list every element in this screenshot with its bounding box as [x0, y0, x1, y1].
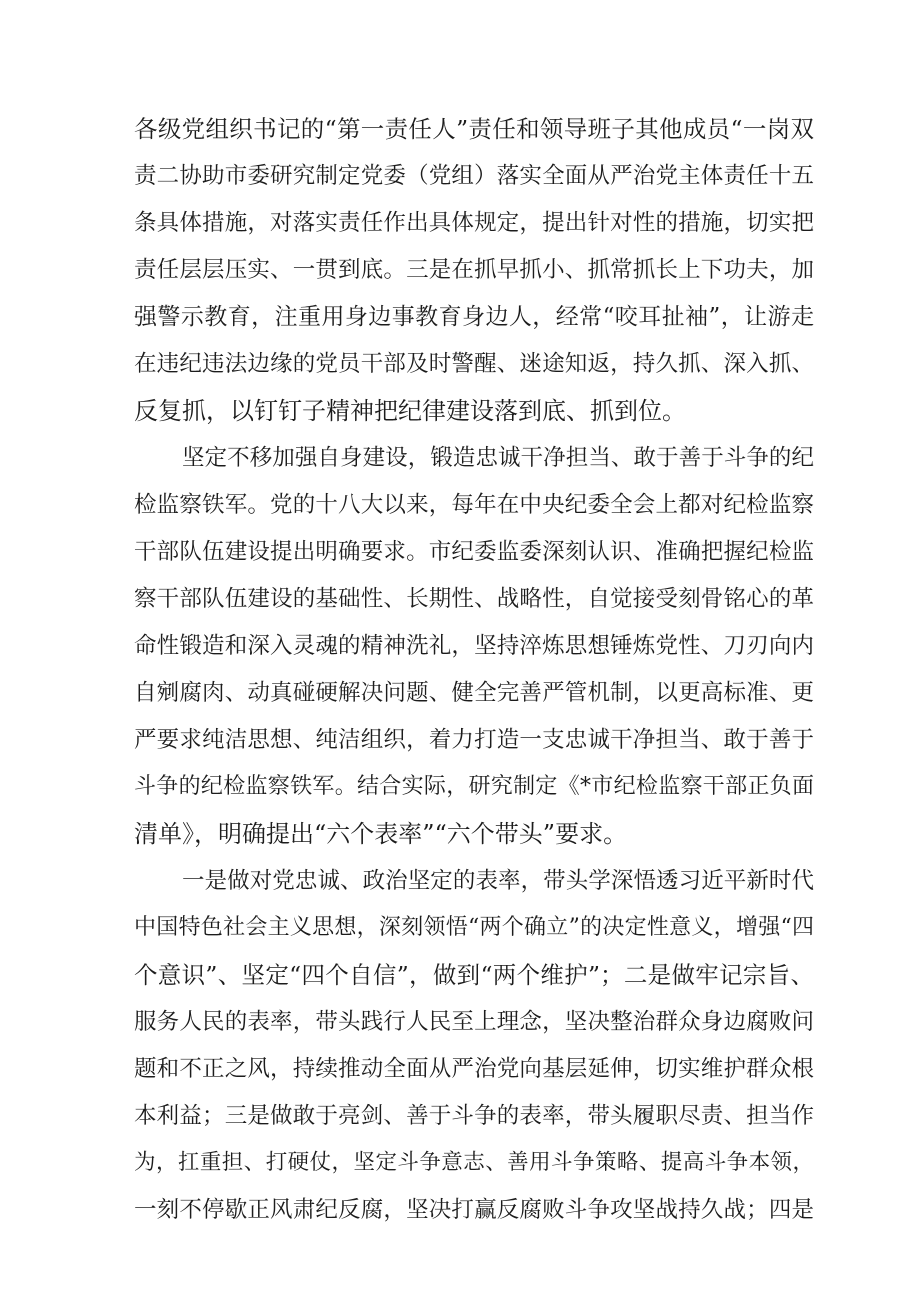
- paragraph-1-line-1: 各级党组织书记的“第一责任人”责任和领导班子其他成员“一岗双: [134, 115, 814, 143]
- paragraph-2-line-8: 斗争的纪检监察铁军。结合实际，研究制定《*市纪检监察干部正负面: [134, 774, 814, 799]
- paragraph-2-line-7: 严要求纯洁思想、纯洁组织，着力打造一支忠诚干净担当、敢于善于: [134, 727, 814, 753]
- paragraph-3-line-2: 中国特色社会主义思想，深刻领悟“两个确立”的决定性意义，增强“四: [134, 915, 814, 940]
- paragraph-3-line-5: 题和不正之风，持续推动全面从严治党向基层延伸，切实维护群众根: [134, 1056, 814, 1082]
- paragraph-3-line-7: 为，扛重担、打硬仗，坚定斗争意志、善用斗争策略、提高斗争本领，: [134, 1150, 814, 1175]
- paragraph-3-line-4: 服务人民的表率，带头践行人民至上理念，坚决整治群众身边腐败问: [134, 1009, 814, 1035]
- paragraph-1-line-6: 在违纪违法边缘的党员干部及时警醒、迷途知返，持久抓、深入抓、: [134, 351, 814, 377]
- paragraph-2-line-1: 坚定不移加强自身建设，锻造忠诚干净担当、敢于善于斗争的纪: [182, 445, 814, 471]
- paragraph-1-line-3: 条具体措施，对落实责任作出具体规定，提出针对性的措施，切实把: [134, 210, 814, 236]
- paragraph-3-line-8: 一刻不停歇正风肃纪反腐，坚决打赢反腐败斗争攻坚战持久战；四是: [134, 1197, 814, 1223]
- paragraph-3-line-1: 一是做对党忠诚、政治坚定的表率，带头学深悟透习近平新时代: [182, 868, 814, 894]
- paragraph-2-line-5: 命性锻造和深入灵魂的精神洗礼，坚持淬炼思想锤炼党性、刀刃向内: [134, 633, 814, 659]
- paragraph-2-line-2: 检监察铁军。党的十八大以来，每年在中央纪委全会上都对纪检监察: [134, 492, 814, 518]
- paragraph-3-line-3: 个意识”、坚定“四个自信”，做到“两个维护”；二是做牢记宗旨、: [134, 961, 814, 989]
- paragraph-2-line-9: 清单》，明确提出“六个表率”“六个带头”要求。: [134, 820, 628, 848]
- paragraph-2-line-6: 自剜腐肉、动真碰硬解决问题、健全完善严管机制，以更高标准、更: [134, 680, 814, 706]
- paragraph-1-line-5: 强警示教育，注重用身边事教育身边人，经常“咬耳扯袖”，让游走: [134, 304, 814, 330]
- paragraph-1-line-2: 责二协助市委研究制定党委（党组）落实全面从严治党主体责任十五: [134, 163, 814, 189]
- paragraph-1-line-7: 反复抓，以钉钉子精神把纪律建设落到底、抓到位。: [134, 397, 686, 425]
- paragraph-2-line-4: 察干部队伍建设的基础性、长期性、战略性，自觉接受刻骨铭心的革: [134, 586, 814, 612]
- paragraph-3-line-6: 本利益；三是做敢于亮剑、善于斗争的表率，带头履职尽责、担当作: [134, 1103, 814, 1129]
- paragraph-1-line-4: 责任层层压实、一贯到底。三是在抓早抓小、抓常抓长上下功夫，加: [134, 257, 814, 283]
- paragraph-2-line-3: 干部队伍建设提出明确要求。市纪委监委深刻认识、准确把握纪检监: [134, 539, 814, 565]
